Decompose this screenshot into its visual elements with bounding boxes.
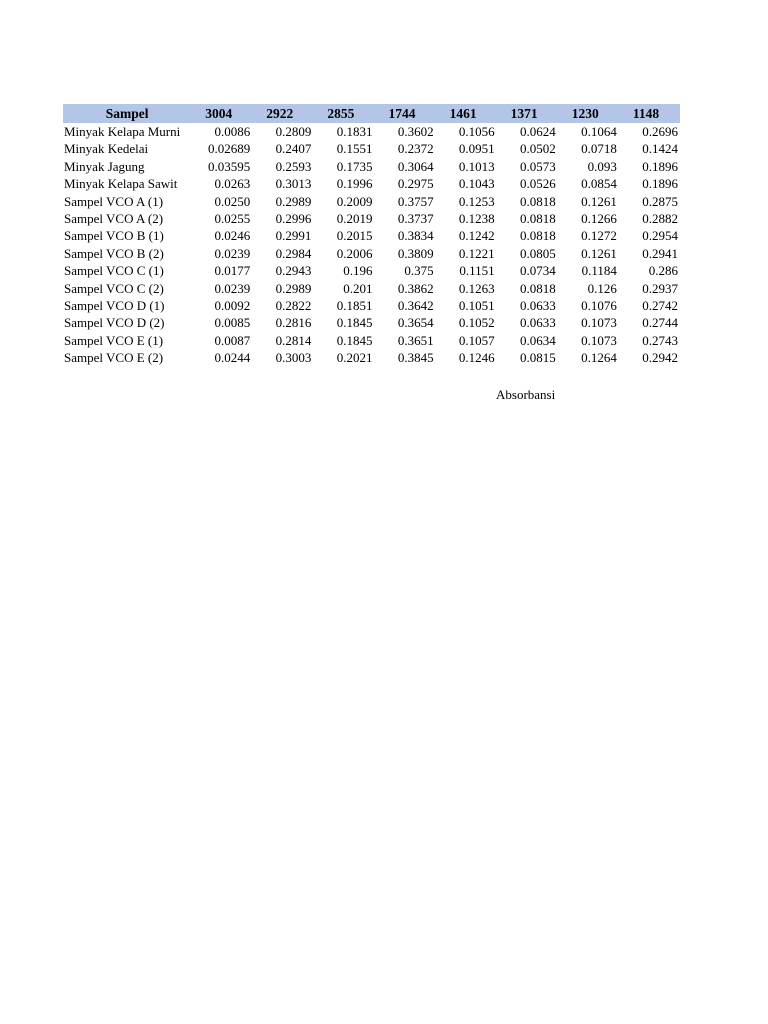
sample-name-cell: Sampel VCO B (1) bbox=[64, 228, 164, 244]
absorbance-value-cell: 0.0085 bbox=[214, 315, 251, 331]
absorbance-value-cell: 0.2814 bbox=[275, 332, 312, 348]
absorbance-value-cell: 0.1845 bbox=[336, 315, 373, 331]
absorbance-value-cell: 0.0818 bbox=[520, 211, 556, 227]
absorbance-caption: Absorbansi bbox=[496, 387, 556, 402]
absorbance-value-cell: 0.0263 bbox=[214, 176, 251, 192]
absorbance-value-cell: 0.1264 bbox=[581, 350, 617, 366]
absorbance-value-cell: 0.2015 bbox=[336, 228, 373, 244]
absorbance-value-cell: 0.1253 bbox=[458, 193, 495, 209]
absorbance-value-cell: 0.1896 bbox=[642, 176, 678, 192]
absorbance-value-cell: 0.2816 bbox=[275, 315, 312, 331]
absorbance-value-cell: 0.2882 bbox=[642, 211, 678, 227]
absorbance-value-cell: 0.3651 bbox=[397, 332, 434, 348]
absorbance-value-cell: 0.1073 bbox=[581, 332, 617, 348]
absorbance-value-cell: 0.2984 bbox=[275, 245, 312, 261]
sample-name-cell: Sampel VCO B (2) bbox=[64, 245, 164, 261]
table-row bbox=[63, 193, 680, 210]
absorbance-value-cell: 0.1242 bbox=[458, 228, 495, 244]
absorbance-value-cell: 0.1851 bbox=[336, 298, 373, 314]
absorbance-value-cell: 0.0526 bbox=[520, 176, 556, 192]
column-header-wavenumber: 3004 bbox=[205, 106, 233, 121]
absorbance-value-cell: 0.0087 bbox=[214, 332, 251, 348]
absorbance-value-cell: 0.1221 bbox=[458, 245, 495, 261]
absorbance-value-cell: 0.1184 bbox=[581, 263, 617, 279]
absorbance-value-cell: 0.1052 bbox=[458, 315, 495, 331]
absorbance-value-cell: 0.1151 bbox=[459, 263, 495, 279]
absorbance-value-cell: 0.2407 bbox=[275, 141, 312, 157]
table-row bbox=[63, 280, 680, 297]
absorbance-value-cell: 0.3642 bbox=[397, 298, 434, 314]
column-header-wavenumber: 1230 bbox=[571, 106, 599, 121]
absorbance-value-cell: 0.0805 bbox=[520, 245, 556, 261]
absorbance-value-cell: 0.2696 bbox=[642, 124, 678, 139]
absorbance-value-cell: 0.0734 bbox=[520, 263, 556, 279]
absorbance-value-cell: 0.1064 bbox=[581, 124, 617, 139]
absorbance-value-cell: 0.0815 bbox=[520, 350, 556, 366]
absorbance-value-cell: 0.2743 bbox=[642, 332, 678, 348]
absorbance-value-cell: 0.0624 bbox=[520, 124, 556, 139]
table-row bbox=[63, 175, 680, 192]
absorbance-value-cell: 0.1013 bbox=[458, 158, 495, 174]
absorbance-value-cell: 0.2989 bbox=[275, 280, 312, 296]
absorbance-value-cell: 0.0951 bbox=[458, 141, 495, 157]
absorbance-value-cell: 0.2875 bbox=[642, 193, 678, 209]
table-row bbox=[63, 158, 680, 175]
table-row bbox=[63, 314, 680, 331]
absorbance-value-cell: 0.1056 bbox=[458, 124, 495, 139]
absorbance-value-cell: 0.0177 bbox=[214, 263, 251, 279]
absorbance-value-cell: 0.1073 bbox=[581, 315, 617, 331]
absorbance-value-cell: 0.2744 bbox=[642, 315, 678, 331]
absorbance-value-cell: 0.2954 bbox=[642, 228, 678, 244]
table-row bbox=[63, 349, 680, 366]
absorbance-value-cell: 0.2019 bbox=[336, 211, 373, 227]
absorbance-value-cell: 0.3064 bbox=[397, 158, 434, 174]
column-header-wavenumber: 1371 bbox=[510, 106, 538, 121]
absorbance-value-cell: 0.3013 bbox=[275, 176, 312, 192]
absorbance-value-cell: 0.1051 bbox=[458, 298, 495, 314]
table-row bbox=[63, 227, 680, 244]
absorbance-value-cell: 0.126 bbox=[587, 280, 617, 296]
table-row bbox=[63, 262, 680, 279]
table-header-row bbox=[63, 104, 680, 123]
absorbance-value-cell: 0.1246 bbox=[458, 350, 495, 366]
absorbance-value-cell: 0.3602 bbox=[397, 124, 434, 139]
absorbance-value-cell: 0.0633 bbox=[520, 298, 556, 314]
absorbance-value-cell: 0.1996 bbox=[336, 176, 373, 192]
absorbance-value-cell: 0.1845 bbox=[336, 332, 373, 348]
absorbance-value-cell: 0.1896 bbox=[642, 158, 678, 174]
absorbance-value-cell: 0.0818 bbox=[520, 228, 556, 244]
sample-name-cell: Sampel VCO E (1) bbox=[64, 332, 164, 348]
absorbance-value-cell: 0.375 bbox=[404, 263, 434, 279]
absorbance-value-cell: 0.1551 bbox=[336, 141, 373, 157]
absorbance-value-cell: 0.0246 bbox=[214, 228, 251, 244]
absorbance-value-cell: 0.1261 bbox=[581, 193, 617, 209]
absorbance-value-cell: 0.2021 bbox=[336, 350, 373, 366]
absorbance-value-cell: 0.2809 bbox=[275, 124, 312, 139]
absorbance-value-cell: 0.0086 bbox=[214, 124, 251, 139]
sample-name-cell: Sampel VCO C (2) bbox=[64, 280, 164, 296]
absorbance-value-cell: 0.2822 bbox=[275, 298, 312, 314]
absorbance-value-cell: 0.1266 bbox=[581, 211, 617, 227]
absorbance-value-cell: 0.0854 bbox=[581, 176, 617, 192]
sample-name-cell: Sampel VCO E (2) bbox=[64, 350, 164, 366]
absorbance-value-cell: 0.0244 bbox=[214, 350, 251, 366]
absorbance-value-cell: 0.2989 bbox=[275, 193, 312, 209]
absorbance-value-cell: 0.1076 bbox=[581, 298, 617, 314]
absorbance-value-cell: 0.0633 bbox=[520, 315, 556, 331]
absorbance-value-cell: 0.02689 bbox=[208, 141, 251, 157]
absorbance-value-cell: 0.3834 bbox=[397, 228, 434, 244]
absorbance-value-cell: 0.2937 bbox=[642, 280, 678, 296]
table-body bbox=[63, 123, 680, 367]
absorbance-value-cell: 0.3862 bbox=[397, 280, 434, 296]
absorbance-value-cell: 0.3003 bbox=[275, 350, 312, 366]
absorbance-value-cell: 0.2006 bbox=[336, 245, 373, 261]
absorbance-value-cell: 0.2742 bbox=[642, 298, 678, 314]
absorbance-value-cell: 0.3809 bbox=[397, 245, 434, 261]
absorbance-value-cell: 0.3757 bbox=[397, 193, 434, 209]
column-header-wavenumber: 1148 bbox=[632, 106, 660, 121]
absorbance-value-cell: 0.3845 bbox=[397, 350, 434, 366]
absorbance-value-cell: 0.2593 bbox=[275, 158, 312, 174]
absorbance-value-cell: 0.1057 bbox=[458, 332, 495, 348]
absorbance-value-cell: 0.0092 bbox=[214, 298, 251, 314]
absorbance-value-cell: 0.0239 bbox=[214, 280, 251, 296]
absorbance-value-cell: 0.0818 bbox=[520, 193, 556, 209]
table-row bbox=[63, 297, 680, 314]
sample-name-cell: Sampel VCO A (2) bbox=[64, 211, 164, 227]
sample-name-cell: Minyak Kelapa Sawit bbox=[64, 176, 178, 192]
absorbance-value-cell: 0.2996 bbox=[275, 211, 312, 227]
absorbance-value-cell: 0.3654 bbox=[397, 315, 434, 331]
absorbance-value-cell: 0.201 bbox=[343, 280, 373, 296]
absorbance-value-cell: 0.1043 bbox=[458, 176, 495, 192]
absorbance-value-cell: 0.1261 bbox=[581, 245, 617, 261]
absorbance-value-cell: 0.1263 bbox=[458, 280, 495, 296]
absorbance-value-cell: 0.03595 bbox=[208, 158, 251, 174]
absorbance-value-cell: 0.0250 bbox=[214, 193, 251, 209]
column-header-wavenumber: 1744 bbox=[388, 106, 416, 121]
absorbance-value-cell: 0.0255 bbox=[214, 211, 251, 227]
absorbance-table bbox=[63, 104, 680, 367]
absorbance-value-cell: 0.2941 bbox=[642, 245, 678, 261]
absorbance-value-cell: 0.1272 bbox=[581, 228, 617, 244]
absorbance-value-cell: 0.3737 bbox=[397, 211, 434, 227]
absorbance-value-cell: 0.2372 bbox=[397, 141, 434, 157]
column-header-wavenumber: 1461 bbox=[449, 106, 477, 121]
sample-name-cell: Sampel VCO D (1) bbox=[64, 298, 165, 314]
absorbance-value-cell: 0.2991 bbox=[275, 228, 312, 244]
sample-name-cell: Sampel VCO D (2) bbox=[64, 315, 165, 331]
column-header-wavenumber: 2855 bbox=[327, 106, 355, 121]
absorbance-value-cell: 0.0502 bbox=[520, 141, 556, 157]
table-row bbox=[63, 140, 680, 157]
table-row bbox=[63, 210, 680, 227]
sample-name-cell: Minyak Kelapa Murni bbox=[64, 124, 181, 139]
sample-name-cell: Sampel VCO C (1) bbox=[64, 263, 164, 279]
absorbance-value-cell: 0.1424 bbox=[642, 141, 678, 157]
table-row bbox=[63, 123, 680, 140]
absorbance-value-cell: 0.2942 bbox=[642, 350, 678, 366]
sample-name-cell: Minyak Jagung bbox=[64, 158, 145, 174]
absorbance-value-cell: 0.286 bbox=[648, 263, 678, 279]
absorbance-value-cell: 0.1238 bbox=[458, 211, 495, 227]
absorbance-value-cell: 0.2975 bbox=[397, 176, 434, 192]
absorbance-value-cell: 0.0239 bbox=[214, 245, 251, 261]
table-row bbox=[63, 332, 680, 349]
absorbance-value-cell: 0.0573 bbox=[520, 158, 556, 174]
absorbance-value-cell: 0.1831 bbox=[336, 124, 373, 139]
column-header-wavenumber: 2922 bbox=[266, 106, 294, 121]
table-row bbox=[63, 245, 680, 262]
absorbance-value-cell: 0.0634 bbox=[520, 332, 556, 348]
absorbance-value-cell: 0.2943 bbox=[275, 263, 312, 279]
column-header-sampel: Sampel bbox=[105, 106, 149, 121]
sample-name-cell: Sampel VCO A (1) bbox=[64, 193, 164, 209]
absorbance-value-cell: 0.0818 bbox=[520, 280, 556, 296]
absorbance-value-cell: 0.0718 bbox=[581, 141, 617, 157]
absorbance-value-cell: 0.093 bbox=[587, 158, 617, 174]
sample-name-cell: Minyak Kedelai bbox=[64, 141, 149, 157]
absorbance-value-cell: 0.1735 bbox=[336, 158, 373, 174]
absorbance-value-cell: 0.196 bbox=[343, 263, 373, 279]
absorbance-value-cell: 0.2009 bbox=[336, 193, 373, 209]
